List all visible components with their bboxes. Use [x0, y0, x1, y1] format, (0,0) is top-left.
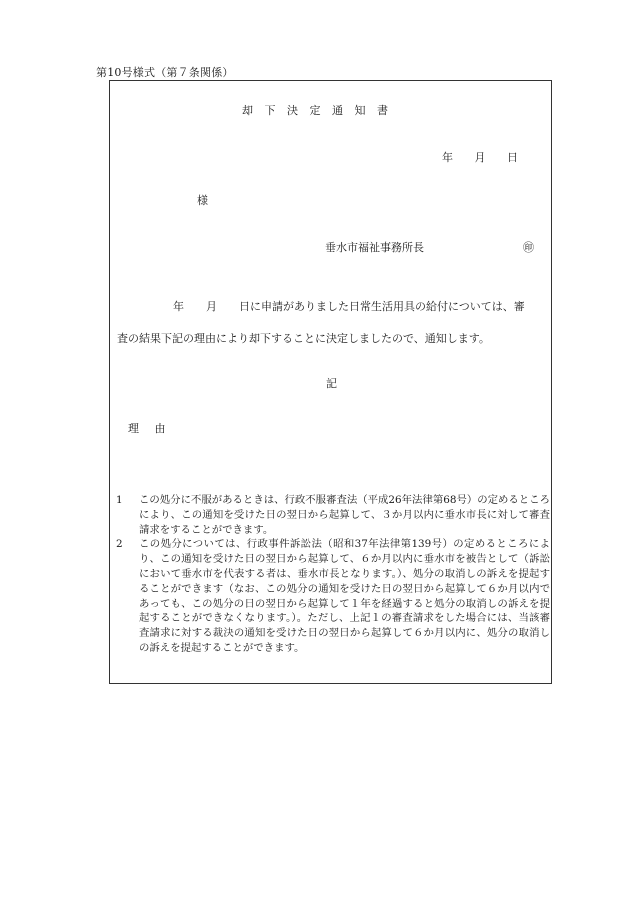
reason-label: 理 由	[128, 422, 172, 435]
note-item-2	[116, 537, 550, 655]
note-number: 1	[116, 494, 123, 506]
seal-mark: ㊞	[523, 241, 534, 254]
body-text-line-1: 年 月 日に申請がありました日常生活用具の給付については、審	[173, 300, 525, 313]
date-line: 年 月 日	[442, 151, 518, 164]
document-title: 却 下 決 定 通 知 書	[242, 104, 388, 117]
note-number: 2	[116, 538, 123, 551]
note-item-1	[116, 493, 550, 537]
issuer-name: 垂水市福祉事務所長	[325, 241, 424, 254]
form-number: 第10号様式（第７条関係）	[96, 66, 234, 79]
note-text: この処分に不服があるときは、行政不服審査法（平成26年法律第68号）の定めるところにより、この通知を受けた日の翌日から起算して、３か月以内に垂水市長に対して審査請求をすることができます。	[139, 494, 550, 536]
ki-heading: 記	[326, 377, 337, 390]
notes-section	[116, 493, 550, 656]
note-text: この処分については、行政事件訴訟法（昭和37年法律第139号）の定めるところにより、この通知を受けた日の翌日から起算して、６か月以内に垂水市を被告として（訴訟において垂水市を代表する者は、垂水市長となります。）、処分の取消しの訴えを提起することができます（なお、この処分の通知を受けた日の翌日から起算して６か月以内であっても、この処分の日の翌日から起算して１年を経過すると処分の取消しの訴えを提起することができなくなります。）。ただし、上記１の審査請求をした場合には、当該審査請求に対する裁決の通知を受けた日の翌日から起算して６か月以内に、処分の取消しの訴えを提起することができます。	[139, 538, 550, 654]
addressee-honorific: 様	[197, 194, 208, 207]
body-text-line-2: 査の結果下記の理由により却下することに決定しましたので、通知します。	[117, 332, 490, 345]
